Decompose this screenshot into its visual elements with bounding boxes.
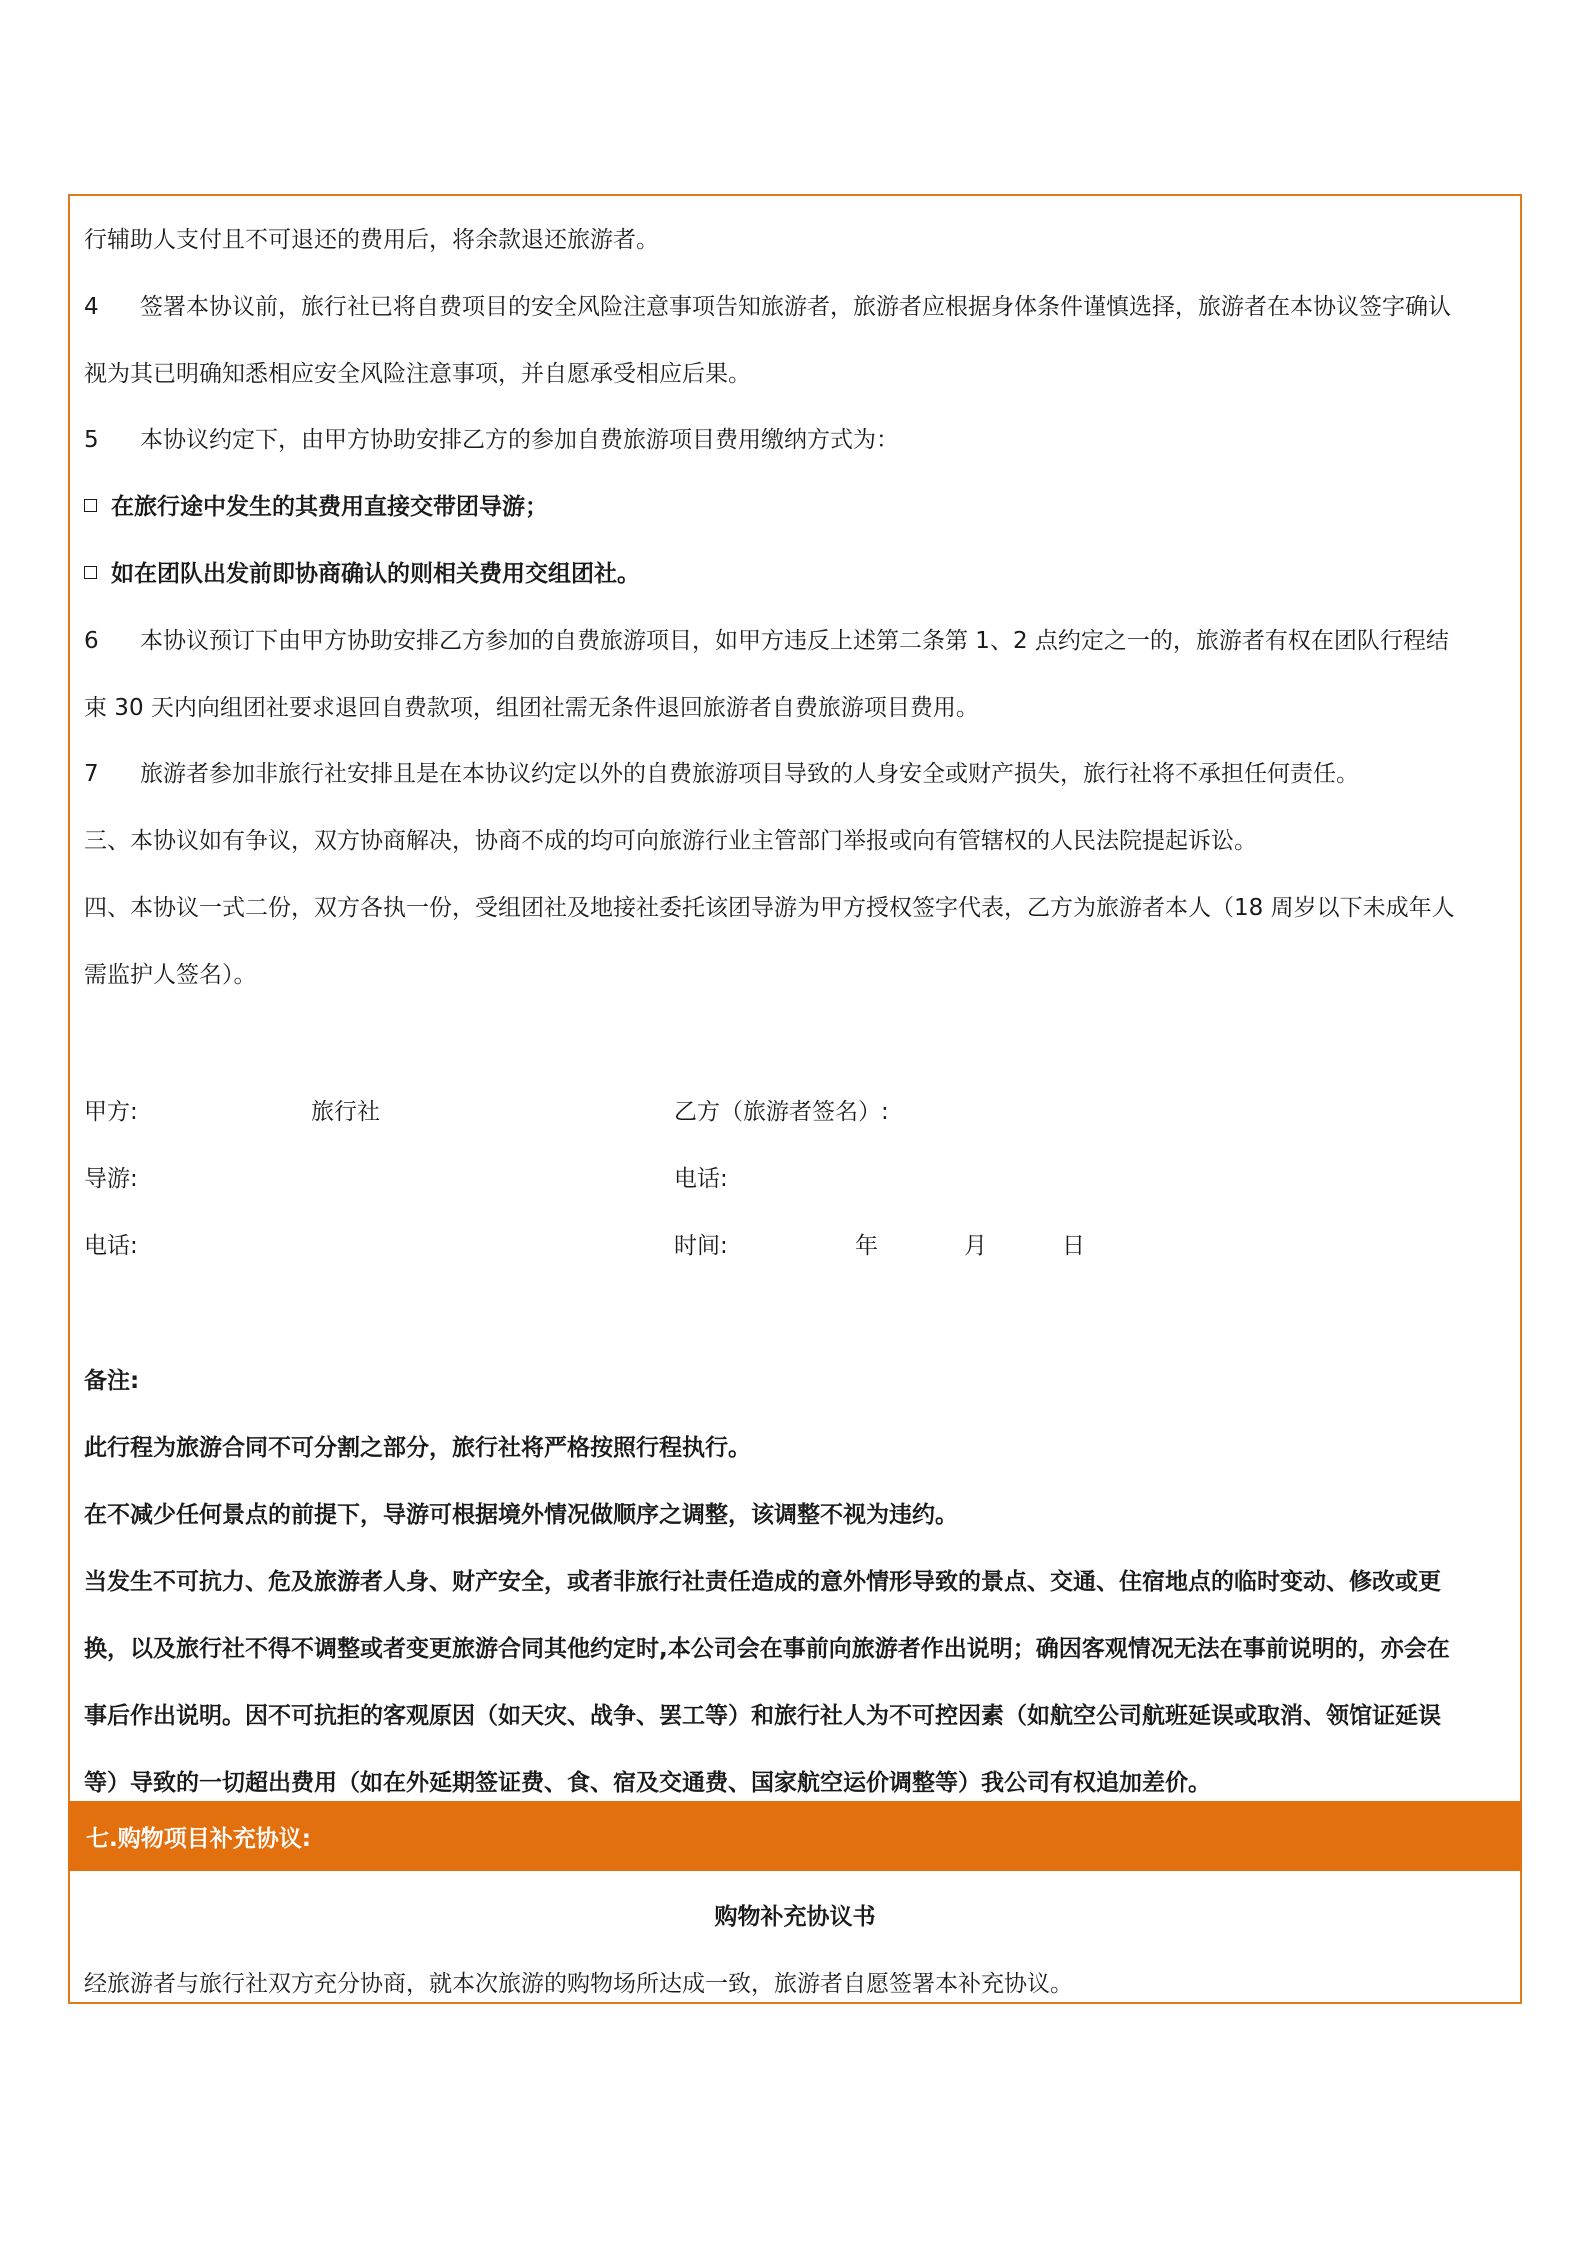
remark-3-line-1: 当发生不可抗力、危及旅游者人身、财产安全，或者非旅行社责任造成的意外情形导致的景点、交通、住宿地点的临时变动、修改或更 xyxy=(84,1569,1441,1595)
clause-item-6-cont: 束 30 天内向组团社要求退回自费款项，组团社需无条件退回旅游者自费旅游项目费用。 xyxy=(84,695,979,721)
item-text: 本协议预订下由甲方协助安排乙方参加的自费旅游项目，如甲方违反上述第二条第 1、2 点约定之一的，旅游者有权在团队行程结 xyxy=(140,628,1449,654)
clause-item-4-cont: 视为其已明确知悉相应安全风险注意事项，并自愿承受相应后果。 xyxy=(84,361,751,387)
item-number: 7 xyxy=(84,761,99,787)
remark-3-line-4: 等）导致的一切超出费用（如在外延期签证费、食、宿及交通费、国家航空运价调整等）我公司有权追加差价。 xyxy=(84,1770,1211,1796)
guide-label: 导游: xyxy=(84,1166,138,1192)
agreement-title: 购物补充协议书 xyxy=(714,1904,876,1930)
remarks-title: 备注: xyxy=(84,1368,140,1394)
payment-option-agency xyxy=(84,559,640,589)
option-label: 在旅行途中发生的其费用直接交带团导游； xyxy=(111,494,548,520)
clause-item-7 xyxy=(84,759,1359,789)
item-number: 6 xyxy=(84,628,99,654)
party-a-value: 旅行社 xyxy=(311,1099,380,1125)
remark-3-line-2: 换，以及旅行社不得不调整或者变更旅游合同其他约定时,本公司会在事前向旅游者作出说明；确因客观情况无法在事前说明的，亦会在 xyxy=(84,1636,1450,1662)
item-number: 4 xyxy=(84,294,99,320)
phone-a-label: 电话: xyxy=(84,1233,138,1259)
item-text: 旅游者参加非旅行社安排且是在本协议约定以外的自费旅游项目导致的人身安全或财产损失，旅行社将不承担任何责任。 xyxy=(140,761,1359,787)
phone-b-label: 电话: xyxy=(674,1166,728,1192)
time-label: 时间: xyxy=(674,1233,728,1259)
clause-item-5 xyxy=(84,425,899,455)
item-number: 5 xyxy=(84,427,99,453)
agreement-intro: 经旅游者与旅行社双方充分协商，就本次旅游的购物场所达成一致，旅游者自愿签署本补充协议。 xyxy=(84,1971,1073,1997)
remark-3-line-3: 事后作出说明。因不可抗拒的客观原因（如天灾、战争、罢工等）和旅行社人为不可控因素（如航空公司航班延误或取消、领馆证延误 xyxy=(84,1703,1441,1729)
party-a-label: 甲方: xyxy=(84,1099,138,1125)
clause-four: 四、本协议一式二份，双方各执一份，受组团社及地接社委托该团导游为甲方授权签字代表，乙方为旅游者本人（18 周岁以下未成年人 xyxy=(84,895,1455,921)
clause-four-cont: 需监护人签名）。 xyxy=(84,962,257,988)
item-text: 签署本协议前，旅行社已将自费项目的安全风险注意事项告知旅游者，旅游者应根据身体条件谨慎选择，旅游者在本协议签字确认 xyxy=(140,294,1451,320)
clause-three: 三、本协议如有争议，双方协商解决，协商不成的均可向旅游行业主管部门举报或向有管辖权的人民法院提起诉讼。 xyxy=(84,828,1257,854)
month-label: 月 xyxy=(964,1233,987,1259)
checkbox-icon[interactable] xyxy=(84,499,97,512)
day-label: 日 xyxy=(1062,1233,1085,1259)
section-header-label: 七.购物项目补充协议: xyxy=(86,1825,311,1852)
party-b-label: 乙方（旅游者签名）: xyxy=(674,1099,889,1125)
payment-option-guide xyxy=(84,492,548,522)
checkbox-icon[interactable] xyxy=(84,566,97,579)
option-label: 如在团队出发前即协商确认的则相关费用交组团社。 xyxy=(111,561,640,587)
remark-2: 在不减少任何景点的前提下，导游可根据境外情况做顺序之调整，该调整不视为违约。 xyxy=(84,1502,958,1528)
remark-1: 此行程为旅游合同不可分割之部分，旅行社将严格按照行程执行。 xyxy=(84,1435,751,1461)
section-header-shopping xyxy=(68,1801,1522,1871)
paragraph-continuation: 行辅助人支付且不可退还的费用后，将余款退还旅游者。 xyxy=(84,227,659,253)
clause-item-6 xyxy=(84,626,1449,656)
item-text: 本协议约定下，由甲方协助安排乙方的参加自费旅游项目费用缴纳方式为： xyxy=(140,427,899,453)
year-label: 年 xyxy=(855,1233,878,1259)
clause-item-4 xyxy=(84,292,1451,322)
